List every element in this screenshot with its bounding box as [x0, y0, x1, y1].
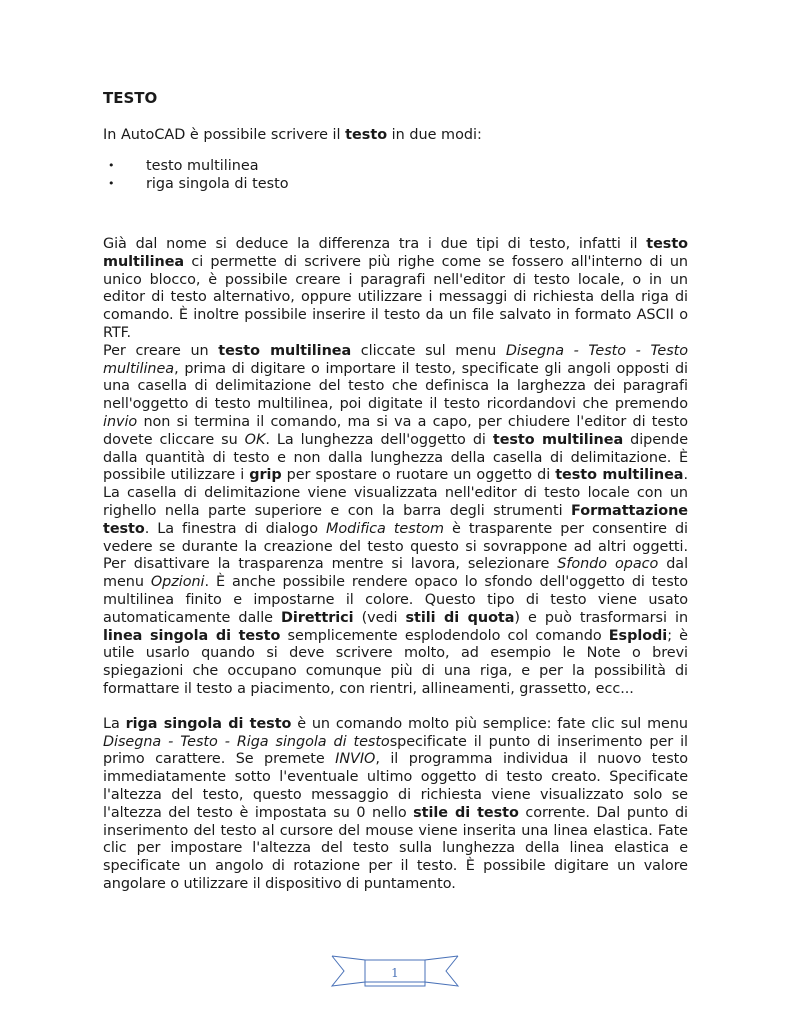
body-paragraph: [103, 716, 688, 894]
bold-text: grip: [249, 467, 282, 484]
list-item-text: testo multilinea: [146, 158, 259, 174]
text-run: Per creare un: [103, 342, 219, 359]
bold-text: Direttrici: [281, 609, 354, 626]
text-run: cliccate sul menu: [351, 342, 506, 359]
intro-paragraph: [103, 125, 688, 145]
bold-text: stile di testo: [413, 804, 519, 821]
text-run: In AutoCAD è possibile scrivere il: [103, 127, 346, 143]
text-run: per spostare o ruotare un oggetto di: [281, 467, 556, 484]
text-run: , il programma individua il nuovo testo immediatamente sotto l'eventuale ultimo oggetto di testo creato. Specificate l'altezza del testo, questo messaggio di richiesta viene visualizzato solo se l'altezza del testo è impostata su 0 nello: [103, 751, 688, 821]
italic-text: Disegna - Testo - Testo multilinea: [103, 342, 689, 377]
bold-text: testo multilinea: [103, 236, 688, 270]
italic-text: INVIO: [335, 751, 376, 768]
text-run: in due modi:: [387, 127, 482, 143]
text-run: ci permette di scrivere più righe come se fossero all'interno di un unico blocco, è possibile creare i paragrafi nell'editor di testo locale, o in un editor di testo alternativo, oppure utilizzare i messaggi di richiesta della riga di comando. È inoltre possibile inserire il testo da un file salvato in formato ASCII o RTF.: [103, 253, 688, 341]
text-run: La: [103, 715, 126, 732]
text-run: è trasparente per consentire di vedere se durante la creazione del testo questo si sovrappone ad altri oggetti. Per disattivare la trasparenza mentre si lavora, selezionare: [103, 520, 689, 573]
bold-text: stili di quota: [405, 609, 515, 626]
italic-text: Modifica testom: [326, 520, 444, 537]
text-run: . È anche possibile rendere opaco lo sfondo dell'oggetto di testo multilinea finito e impostarne il colore. Questo tipo di testo viene usato automaticamente dalle: [103, 574, 688, 626]
italic-text: OK: [244, 431, 266, 448]
document-page: [103, 88, 688, 894]
bold-text: testo multilinea: [218, 342, 352, 359]
text-run: dal menu: [103, 556, 689, 591]
bold-text: riga singola di testo: [125, 715, 292, 732]
document-title: TESTO: [103, 89, 158, 107]
page-number: 1: [391, 966, 399, 980]
text-run: . La lunghezza dell'oggetto di: [265, 431, 493, 448]
list-item: [103, 175, 688, 193]
text-run: specificate il punto di inserimento per il primo carattere. Se premete: [103, 733, 688, 768]
text-run: dipende dalla quantità di testo e non dalla lunghezza della casella di delimitazione. È possibile utilizzare i: [103, 431, 688, 484]
text-run: ) e può trasformarsi in: [514, 609, 689, 626]
text-run: è un comando molto più semplice: fate clic sul menu: [291, 715, 688, 732]
text-run: ; è utile usarlo quando si deve scrivere molto, ad esempio le Note o brevi spiegazioni che occupano comunque più di una riga, e per la possibilità di formattare il testo a piacimento, con rientri, allineamenti, grassetto, ecc...: [103, 627, 688, 697]
italic-text: Opzioni: [150, 574, 205, 591]
list-item: [103, 157, 688, 175]
body-paragraph: [103, 343, 688, 699]
page-footer: [330, 952, 460, 990]
bold-text: testo multilinea: [492, 431, 624, 448]
italic-text: Sfondo opaco: [557, 556, 659, 573]
text-run: , prima di digitare o importare il testo, specificate gli angoli opposti di una casella di delimitazione del testo che definisca la larghezza dei paragrafi nell'oggetto di testo multilinea, poi digitate il testo ricordandovi che premendo: [103, 360, 688, 413]
text-run: corrente. Dal punto di inserimento del testo al cursore del mouse viene inserita una linea elastica. Fate clic per impostare l'altezza del testo sulla lunghezza della linea elastica e specificate un angolo di rotazione per il testo. È possibile digitare un valore angolare o utilizzare il dispositivo di puntamento.: [103, 804, 688, 892]
bullet-icon: •: [108, 159, 115, 172]
list-item-text: riga singola di testo: [146, 176, 289, 192]
italic-text: invio: [103, 413, 138, 430]
bold-text: testo: [345, 127, 388, 143]
bold-text: testo multilinea: [555, 467, 684, 484]
text-run: . La finestra di dialogo: [144, 520, 327, 537]
bold-text: Formattazione testo: [103, 502, 688, 537]
bold-text: linea singola di testo: [103, 627, 281, 644]
text-run: Già dal nome si deduce la differenza tra i due tipi di testo, infatti il: [103, 236, 647, 252]
text-run: . La casella di delimitazione viene visualizzata nell'editor di testo locale con un righello nella parte superiore e con la barra degli strumenti: [103, 467, 688, 519]
bullet-list: [103, 157, 688, 193]
text-run: semplicemente esplodendolo col comando: [280, 627, 609, 644]
text-run: (vedi: [353, 609, 406, 626]
bold-text: Esplodi: [608, 627, 668, 644]
italic-text: Disegna - Testo - Riga singola di testo: [103, 733, 390, 750]
body-paragraph: [103, 236, 688, 343]
text-run: non si termina il comando, ma si va a capo, per chiudere l'editor di testo dovete cliccare su: [103, 413, 688, 448]
bullet-icon: •: [108, 177, 115, 190]
